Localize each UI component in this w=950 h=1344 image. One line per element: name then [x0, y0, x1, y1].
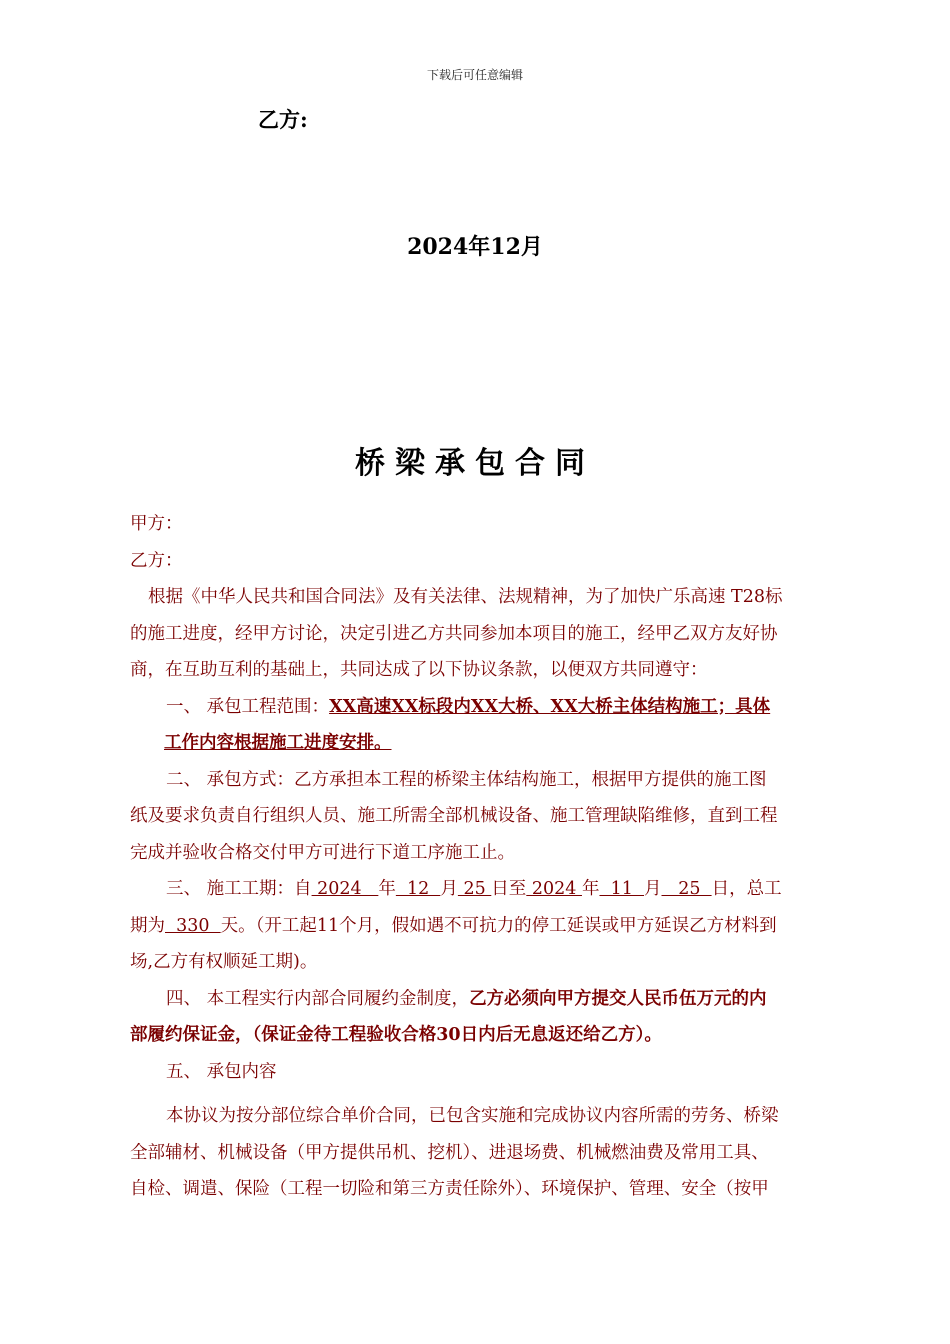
intro-line: 根据《中华人民共和国合同法》及有关法律、法规精神，为了加快广乐高速 T28标 — [148, 587, 783, 607]
year-label: 年 — [378, 879, 396, 899]
end-day: 25 — [661, 879, 712, 899]
clause-5-line: 全部辅材、机械设备（甲方提供吊机、挖机）、进退场费、机械燃油费及常用工具、 — [130, 1142, 769, 1163]
clause-4-deposit-cont: 部履约保证金，（保证金待工程验收合格30日内后无息返还给乙方）。 — [130, 1025, 662, 1045]
day-to-label: 日至 — [491, 879, 527, 899]
contract-title: 桥梁承包合同 — [355, 446, 595, 481]
party-a-label: 甲方： — [130, 514, 183, 534]
clause-1-scope: XX高速XX标段内XX大桥、XX大桥主体结构施工；具体 — [329, 696, 771, 717]
clause-1-scope-cont: 工作内容根据施工进度安排。 — [164, 733, 392, 753]
clause-2 — [130, 762, 848, 872]
clause-3-lead: 三、 施工工期：自 — [166, 879, 312, 899]
clause-5-heading: 五、 承包内容 — [166, 1061, 277, 1082]
clause-4-lead: 四、 本工程实行内部合同履约金制度， — [166, 988, 470, 1009]
start-month: 12 — [395, 879, 441, 899]
start-year: 2024 — [311, 879, 379, 899]
contract-body — [130, 506, 848, 1208]
month-label: 月 — [440, 879, 458, 899]
clause-3-note: 天。（开工起11个月，假如遇不可抗力的停工延误或甲方延误乙方材料到 — [220, 915, 777, 936]
clause-3-line: 场,乙方有权顺延工期)。 — [130, 952, 318, 972]
clause-4-deposit: 乙方必须向甲方提交人民币伍万元的内 — [469, 988, 767, 1009]
clause-2-line: 完成并验收合格交付甲方可进行下道工序施工止。 — [130, 842, 515, 863]
clause-1-lead: 一、 承包工程范围： — [166, 696, 330, 717]
clause-1 — [130, 689, 848, 762]
clause-5-line: 本协议为按分部位综合单价合同，已包含实施和完成协议内容所需的劳务、桥梁 — [166, 1106, 779, 1126]
intro-line: 的施工进度，经甲方讨论，决定引进乙方共同参加本项目的施工，经甲乙双方友好协 — [130, 623, 778, 644]
header-note: 下载后可任意编辑 — [426, 68, 523, 82]
clause-2-line: 纸及要求负责自行组织人员、施工所需全部机械设备、施工管理缺陷维修，直到工程 — [130, 806, 778, 826]
party-b-label: 乙方： — [130, 550, 183, 571]
cover-party-b: 乙方: — [258, 107, 308, 132]
clause-5-line: 自检、调遣、保险（工程一切险和第三方责任除外）、环境保护、管理、安全（按甲 — [130, 1179, 769, 1199]
intro-line: 商，在互助互利的基础上，共同达成了以下协议条款，以便双方共同遵守： — [130, 660, 708, 680]
end-month: 11 — [599, 879, 644, 899]
clause-5 — [130, 1054, 848, 1208]
clause-3 — [130, 871, 848, 981]
intro-paragraph — [130, 579, 848, 689]
end-year: 2024 — [526, 879, 582, 899]
total-days: 330 — [165, 915, 221, 936]
clause-4 — [130, 981, 848, 1054]
month-label: 月 — [644, 879, 662, 899]
cover-date: 2024年12月 — [407, 234, 543, 260]
year-label: 年 — [581, 879, 600, 899]
period-label: 期为 — [130, 915, 165, 936]
clause-2-line: 二、 承包方式：乙方承担本工程的桥梁主体结构施工，根据甲方提供的施工图 — [166, 769, 767, 790]
day-label: 日，总工 — [711, 879, 782, 899]
start-day: 25 — [457, 879, 492, 899]
